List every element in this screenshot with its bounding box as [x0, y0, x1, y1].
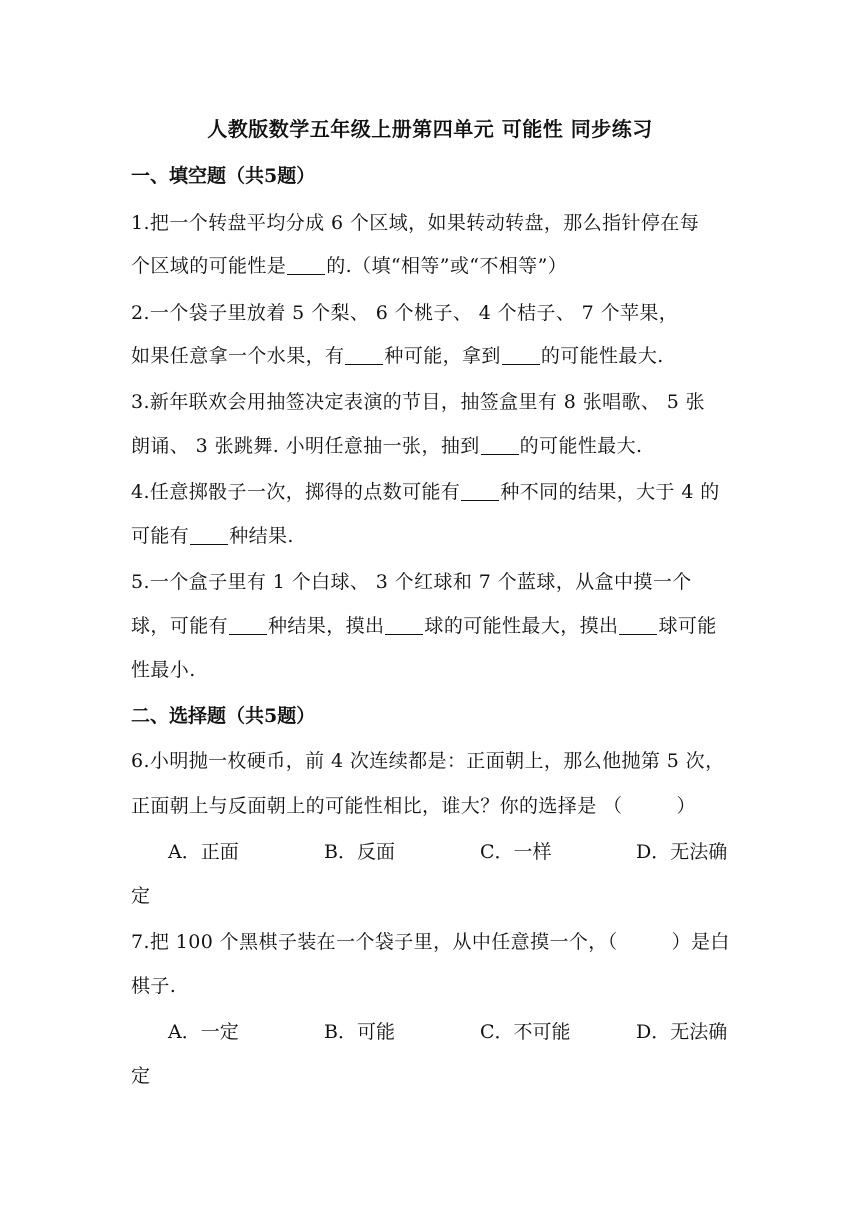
question-5-line-2: [131, 611, 731, 638]
question-6-line-1: 6.小明抛一枚硬币，前 4 次连续都是：正面朝上，那么他抛第 5 次，: [131, 750, 725, 772]
answer-blank: [190, 543, 228, 545]
section-heading-fill-in: 一、填空题（共5题）: [131, 165, 316, 187]
answer-blank: [481, 453, 519, 455]
question-4-text-d: 种结果.: [229, 525, 294, 547]
question-6-text-a: 正面朝上与反面朝上的可能性相比，谁大？你的选择是 （: [131, 795, 623, 817]
question-1-line-2: [131, 251, 731, 278]
question-1-line-1: 1.把一个转盘平均分成 6 个区域，如果转动转盘，那么指针停在每: [131, 212, 700, 234]
option-d[interactable]: D．无法确: [636, 1021, 728, 1043]
question-2-text-c: 的可能性最大.: [540, 345, 664, 367]
answer-blank: [619, 633, 657, 635]
answer-blank: [502, 363, 540, 365]
option-b[interactable]: B．反面: [324, 841, 395, 863]
option-d[interactable]: D．无法确: [636, 841, 728, 863]
question-2-line-1: 2.一个袋子里放着 5 个梨、 6 个桃子、 4 个桔子、 7 个苹果，: [131, 302, 679, 324]
question-4-text-c: 可能有: [131, 525, 190, 547]
question-5-text-a: 球，可能有: [131, 615, 229, 637]
question-4-text-a: 4.任意掷骰子一次，掷得的点数可能有: [131, 481, 461, 503]
question-3-text-b: 的可能性最大.: [519, 435, 643, 457]
question-6-option-wrap: 定: [131, 885, 151, 907]
question-1-text-a: 个区域的可能性是: [131, 255, 287, 277]
question-7-line-2: 棋子.: [131, 975, 177, 997]
question-7-text-a: 7.把 100 个黑棋子装在一个袋子里，从中任意摸一个，（: [131, 931, 618, 953]
question-2-line-2: [131, 341, 731, 368]
question-7-text-b: ）是白: [671, 931, 730, 953]
question-6-text-b: ）: [676, 795, 696, 817]
question-3-text-a: 朗诵、 3 张跳舞. 小明任意抽一张，抽到: [131, 435, 480, 457]
question-5-text-d: 球可能: [658, 615, 717, 637]
question-4-line-2: [131, 521, 731, 548]
section-heading-multiple-choice: 二、选择题（共5题）: [131, 705, 316, 727]
question-2-text-a: 如果任意拿一个水果，有: [131, 345, 345, 367]
option-c[interactable]: C．一样: [480, 841, 552, 863]
question-5-text-b: 种结果，摸出: [268, 615, 385, 637]
question-5-line-1: 5.一个盒子里有 1 个白球、 3 个红球和 7 个蓝球，从盒中摸一个: [131, 571, 692, 593]
question-2-text-b: 种可能，拿到: [384, 345, 501, 367]
answer-blank: [345, 363, 383, 365]
answer-blank: [461, 499, 499, 501]
option-b[interactable]: B．可能: [324, 1021, 395, 1043]
answer-blank: [385, 633, 423, 635]
page-title: 人教版数学五年级上册第四单元 可能性 同步练习: [207, 117, 653, 141]
question-1-text-b: 的.（填“相等”或“不相等”）: [326, 255, 568, 277]
question-4-text-b: 种不同的结果，大于 4 的: [500, 481, 720, 503]
answer-blank: [287, 273, 325, 275]
question-7-option-wrap: 定: [131, 1065, 151, 1087]
option-a[interactable]: A．正面: [168, 841, 239, 863]
question-7-line-1: [131, 927, 731, 954]
option-a[interactable]: A．一定: [168, 1021, 239, 1043]
option-c[interactable]: C．不可能: [480, 1021, 571, 1043]
question-3-line-2: [131, 431, 731, 458]
question-6-line-2: [131, 791, 731, 818]
question-4-line-1: [131, 477, 731, 504]
answer-blank: [229, 633, 267, 635]
question-5-text-c: 球的可能性最大，摸出: [424, 615, 619, 637]
question-5-line-3: 性最小.: [131, 659, 196, 681]
question-3-line-1: 3.新年联欢会用抽签决定表演的节目，抽签盒里有 8 张唱歌、 5 张: [131, 391, 706, 413]
